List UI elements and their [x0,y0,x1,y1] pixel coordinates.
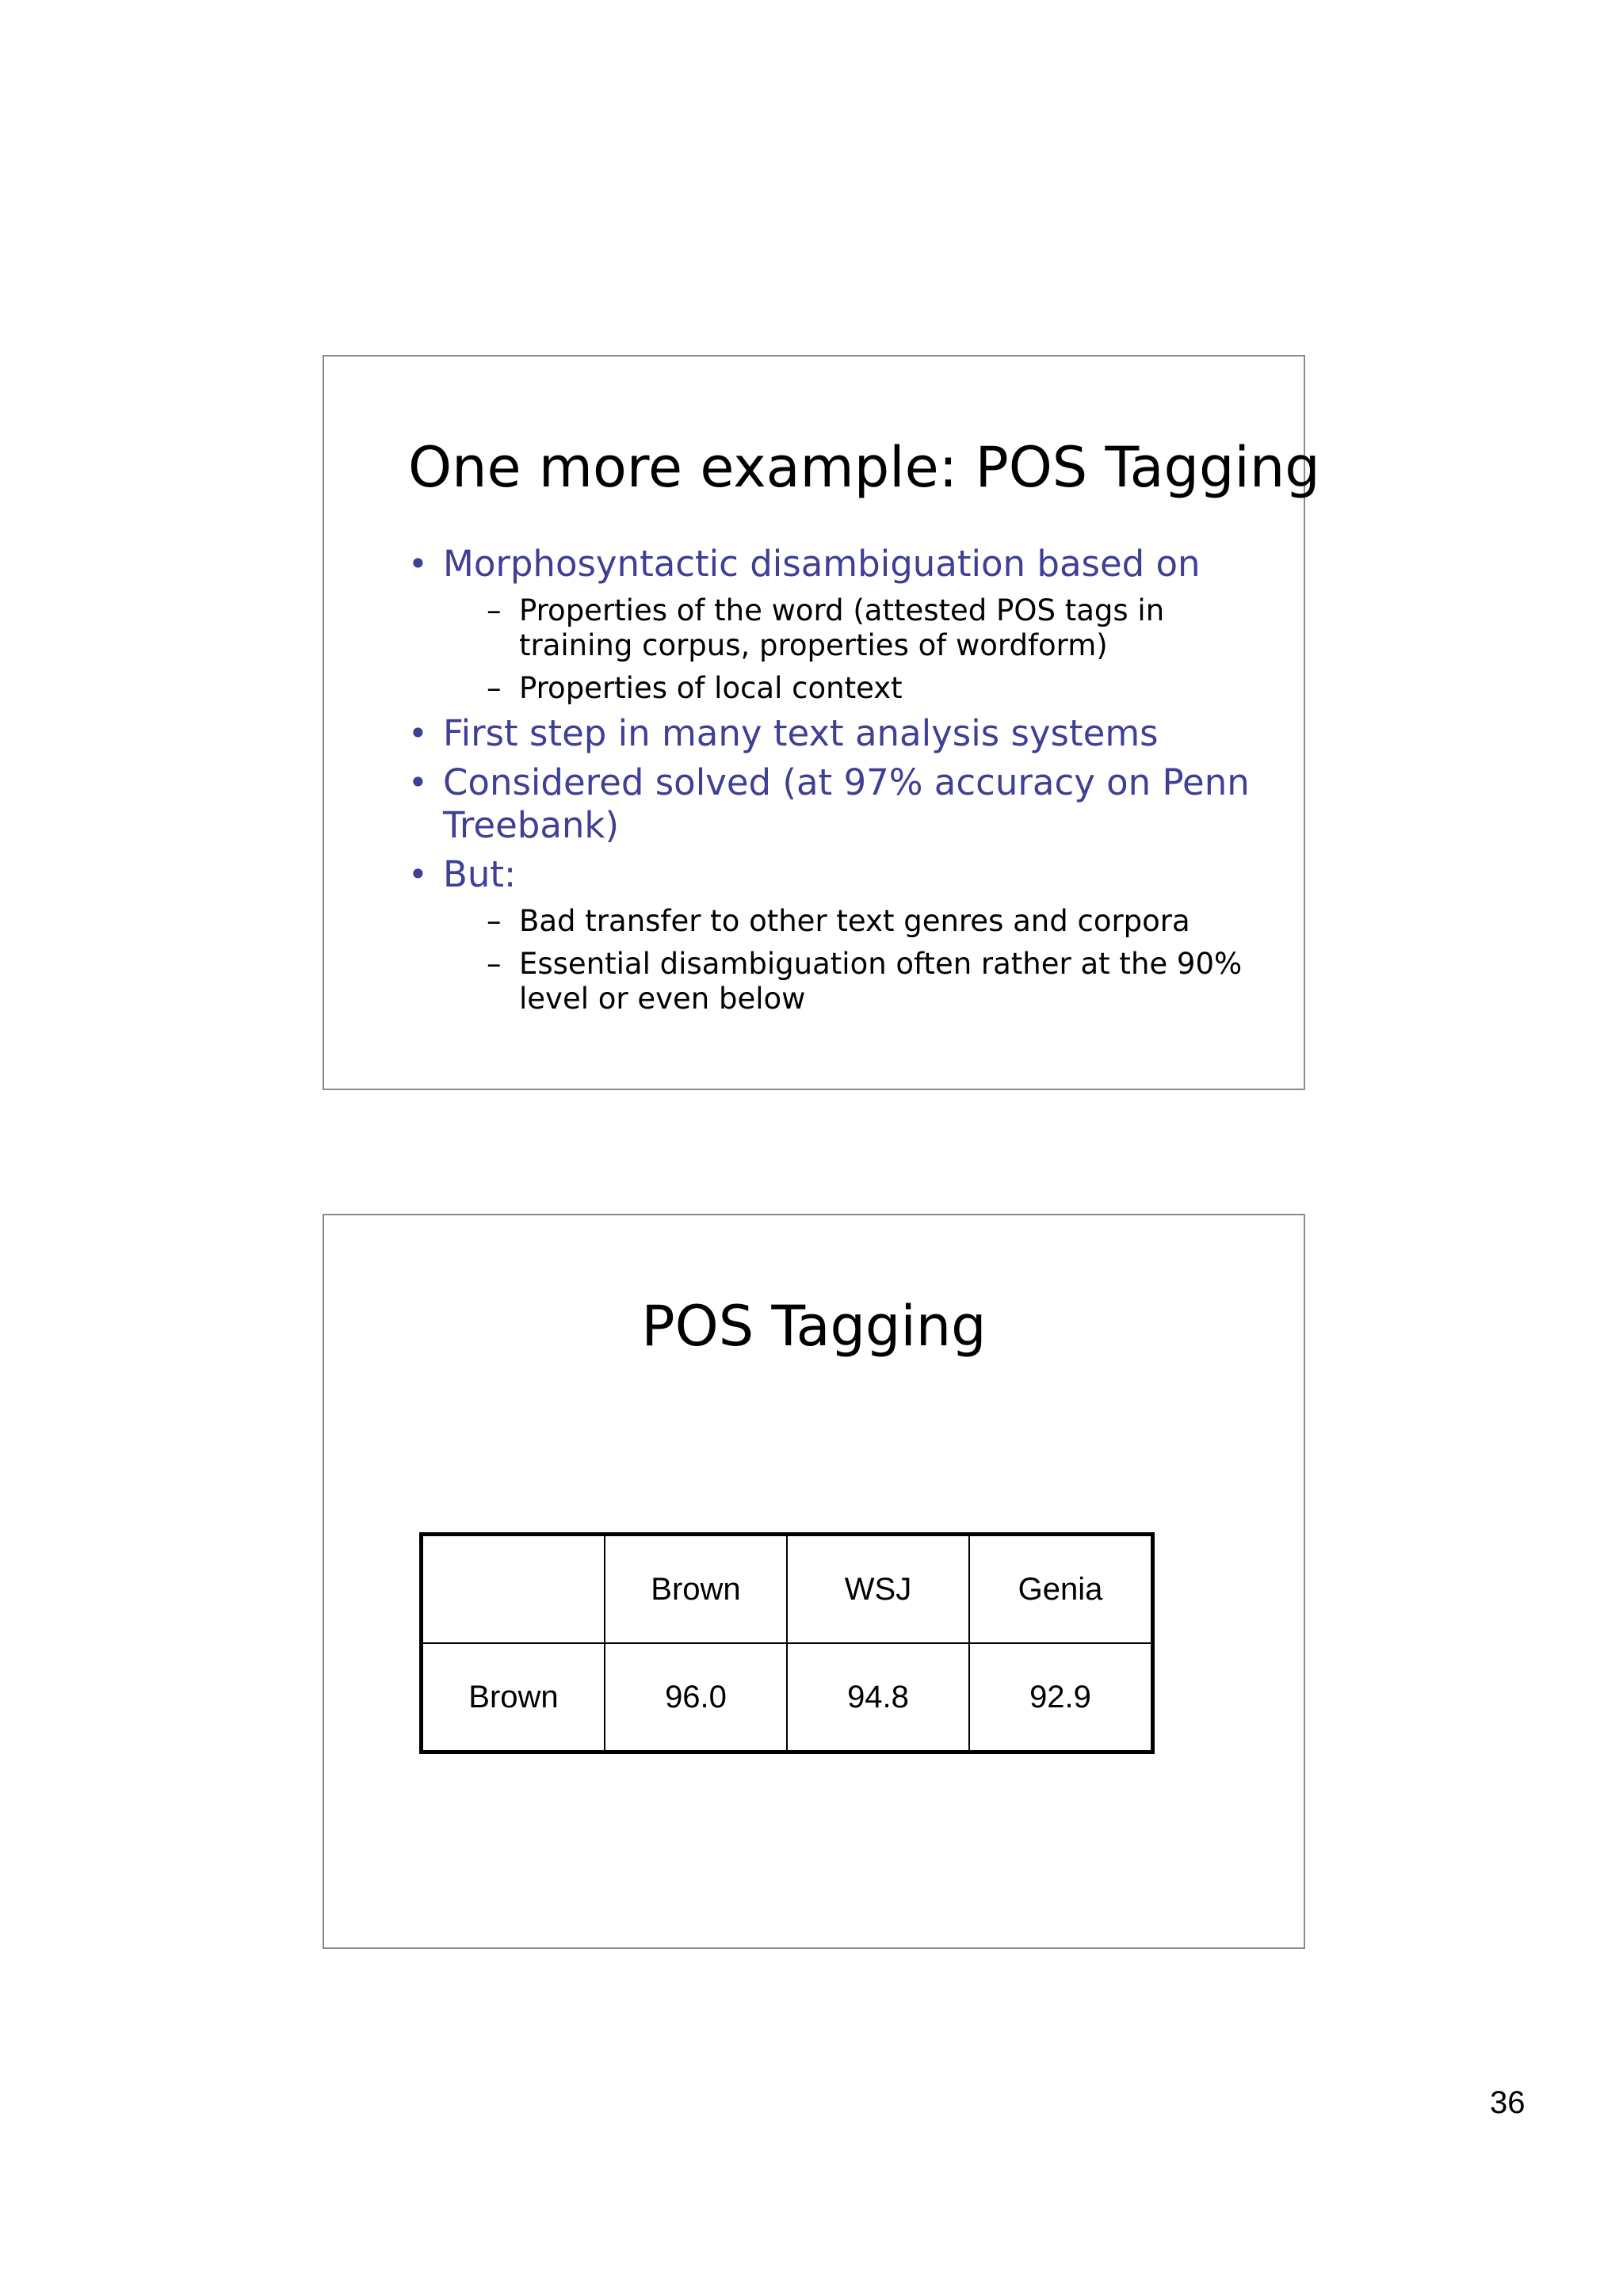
bullet-text: Considered solved (at 97% accuracy on Penn Treebank) [443,761,1250,846]
sub-bullet-text: Bad transfer to other text genres and corpora [519,904,1190,938]
sub-bullet-list [443,593,1280,706]
bullet-item [408,712,1280,755]
slide-title: POS Tagging [641,1294,987,1359]
dash-icon: – [487,671,502,705]
bullet-dot-icon: • [408,763,428,802]
accuracy-table [419,1532,1155,1754]
sub-bullet-text: Essential disambiguation often rather at the 90% level or even below [519,947,1243,1016]
sub-bullet-item [443,904,1280,939]
table-header-cell: Genia [969,1535,1153,1644]
table-header-cell: WSJ [787,1535,969,1644]
bullet-text: Morphosyntactic disambiguation based on [443,543,1201,585]
table-cell: 94.8 [787,1643,969,1753]
bullet-text: First step in many text analysis systems [443,712,1159,754]
table-header-cell [422,1535,605,1644]
bullet-dot-icon: • [408,855,428,894]
sub-bullet-item [443,593,1280,663]
slide-one-more-example [323,355,1320,1090]
table-header-row [422,1535,1153,1644]
dash-icon: – [487,947,502,981]
sub-bullet-text: Properties of the word (attested POS tags in training corpus, properties of wordform) [519,593,1165,662]
bullet-item [408,761,1280,847]
sub-bullet-list [443,904,1280,1016]
bullet-dot-icon: • [408,544,428,583]
bullet-text: But: [443,853,517,895]
sub-bullet-item [443,947,1280,1016]
table-row-label: Brown [422,1643,605,1753]
sub-bullet-item [443,671,1280,706]
dash-icon: – [487,593,502,627]
bullet-list [408,543,1280,1016]
table-cell: 92.9 [969,1643,1153,1753]
bullet-dot-icon: • [408,714,428,753]
page-number: 36 [1490,2085,1526,2120]
sub-bullet-text: Properties of local context [519,671,903,705]
dash-icon: – [487,904,502,938]
slide-pos-tagging [323,1214,1305,1949]
slide-title: One more example: POS Tagging [408,435,1320,500]
table-cell: 96.0 [605,1643,787,1753]
bullet-item [408,853,1280,1016]
table-row [422,1643,1153,1753]
bullet-item [408,543,1280,706]
table-header-cell: Brown [605,1535,787,1644]
